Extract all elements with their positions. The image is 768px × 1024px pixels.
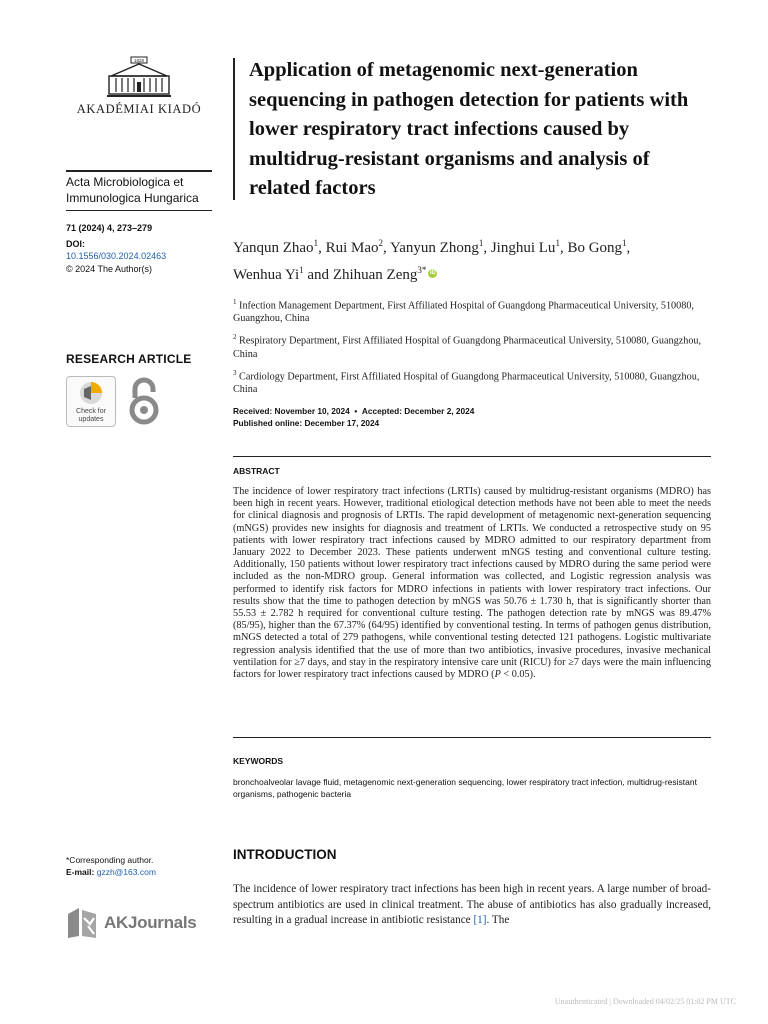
open-access-badge[interactable] bbox=[126, 376, 162, 431]
author-list bbox=[233, 232, 713, 286]
article-type: RESEARCH ARTICLE bbox=[66, 352, 192, 366]
corresponding-author-label: *Corresponding author. bbox=[66, 855, 154, 865]
academy-building-icon bbox=[107, 56, 171, 98]
check-updates-icon bbox=[67, 377, 115, 409]
article-dates bbox=[233, 405, 711, 429]
check-updates-text-1: Check for bbox=[76, 408, 106, 415]
affiliations bbox=[233, 296, 711, 402]
volume-issue: 71 (2024) 4, 273–279 bbox=[66, 223, 153, 233]
introduction-text: The incidence of lower respiratory tract infections has been high in recent years. A large number of broad-spectrum antibiotics are used in clinical treatment. The abuse of antibiotics has also gradually increased, resulting in a gradual increase in antibiotic resistance [1]. The bbox=[233, 883, 711, 926]
orcid-icon[interactable]: iD bbox=[429, 270, 436, 276]
email-line bbox=[66, 866, 156, 878]
journal-name-line2: Immunologica Hungarica bbox=[66, 191, 199, 205]
received-date: Received: November 10, 2024 bbox=[233, 406, 350, 416]
email-link[interactable]: gzzh@163.com bbox=[96, 867, 156, 877]
akjournals-name: AKJournals bbox=[104, 913, 197, 932]
abstract-heading: ABSTRACT bbox=[233, 466, 280, 476]
doi-link[interactable]: 10.1556/030.2024.02463 bbox=[66, 251, 167, 261]
author: Zhihuan Zeng$^{3*}$ bbox=[332, 265, 427, 283]
check-for-updates-badge[interactable] bbox=[66, 376, 116, 427]
publisher-logo bbox=[66, 56, 212, 117]
akjournals-brand bbox=[66, 906, 196, 940]
open-access-icon bbox=[126, 376, 162, 426]
accepted-date: Accepted: December 2, 2024 bbox=[361, 406, 475, 416]
journal-divider bbox=[66, 170, 212, 172]
email-label: E-mail: bbox=[66, 867, 95, 877]
title-accent-bar bbox=[233, 58, 235, 200]
citation-link[interactable]: [1] bbox=[473, 914, 487, 926]
akjournals-logo-icon bbox=[66, 906, 98, 940]
author: Yanqun Zhao$^1$, bbox=[233, 238, 326, 256]
abstract-text: The incidence of lower respiratory tract infections (LRTIs) caused by multidrug-resistant organisms (MDRO) has been high in recent years. However, traditional etiological detection methods have not been able to meet the needs for clinical diagnosis and prognosis of LRTIs. The rapid development of metagenomic next-generation sequencing (mNGS) provides new insights for diagnosis and treatment of LRTIs. We conducted a retrospective study on 95 patients with lower respiratory tract infections caused by MDRO admitted to our respiratory department from January 2022 to December 2023. These patients underwent mNGS testing and conventional culture testing. Additionally, 150 patients without lower respiratory tract infections caused by MDRO during the same period were included as the non-MDRO group. General information was collected, and Logistic regression analysis was performed to identify risk factors for MDRO infections in patients with lower respiratory tract infections. Our results show that the time to pathogen detection by mNGS was 50.76 ± 1.730 h, that is significantly shorter than 55.53 ± 2.782 h required for conventional culture testing. The pathogen detection rate by mNGS was 89.47% (85/95), higher than the 67.37% (64/95) identified by conventional testing. In terms of pathogen genus distribution, mNGS detected a total of 279 pathogens, while conventional testing detected 121 pathogens. Logistic multivariate regression analysis identified that the use of more than two antibiotics, invasive procedures, invasive mechanical ventilation for ≥7 days, and stay in the respiratory intensive care unit (RICU) for ≥7 days were the main influencing factors for lower respiratory tract infections caused by MDRO (P < 0.05). bbox=[233, 486, 711, 681]
copyright: © 2024 The Author(s) bbox=[66, 263, 153, 274]
introduction-heading: INTRODUCTION bbox=[233, 847, 337, 862]
correspondence bbox=[66, 854, 156, 878]
published-date: Published online: December 17, 2024 bbox=[233, 418, 380, 428]
author: Yanyun Zhong$^1$, bbox=[389, 238, 491, 256]
article-meta bbox=[66, 222, 216, 275]
date-bullet: • bbox=[354, 406, 358, 416]
check-updates-text-2: updates bbox=[78, 416, 104, 423]
keywords-list: bronchoalveolar lavage fluid, metagenomic next-generation sequencing, lower respiratory tract infection, multidrug-resistant organisms, pathogenic bacteria bbox=[233, 777, 697, 799]
author: Jinghui Lu$^1$, bbox=[490, 238, 568, 256]
affiliation-item: $^3$ Cardiology Department, First Affiliated Hospital of Guangdong Pharmaceutical University, 510080, Guangzhou, China bbox=[233, 368, 700, 396]
author: Wenhua Yi$^1$ and bbox=[233, 265, 333, 283]
author: Rui Mao$^2$, bbox=[325, 238, 390, 256]
keywords-heading: KEYWORDS bbox=[233, 756, 284, 766]
author: Bo Gong$^1$, bbox=[567, 238, 631, 256]
abstract-top-rule bbox=[233, 456, 711, 457]
affiliation-item: $^2$ Respiratory Department, First Affiliated Hospital of Guangdong Pharmaceutical University, 510080, Guangzhou, China bbox=[233, 333, 702, 360]
download-watermark: Unauthenticated | Downloaded 04/02/25 01:02 PM UTC bbox=[554, 997, 736, 1006]
publisher-name: AKADÉMIAI KIADÓ bbox=[76, 102, 202, 116]
affiliation-item: $^1$ Infection Management Department, First Affiliated Hospital of Guangdong Pharmaceutical University, 510080, Guangzhou, China bbox=[233, 298, 694, 325]
journal-name-line1: Acta Microbiologica et bbox=[66, 175, 184, 189]
abstract-bottom-rule bbox=[233, 737, 711, 738]
journal-name bbox=[66, 174, 216, 206]
article-title: Application of metagenomic next-generation sequencing in pathogen detection for patients with lower respiratory tract infections caused by multidrug-resistant organisms and analysis of related factors bbox=[249, 59, 689, 199]
logo-year: 1828 bbox=[133, 58, 145, 63]
journal-divider-bottom bbox=[66, 210, 212, 211]
doi-label: DOI: bbox=[66, 238, 85, 249]
